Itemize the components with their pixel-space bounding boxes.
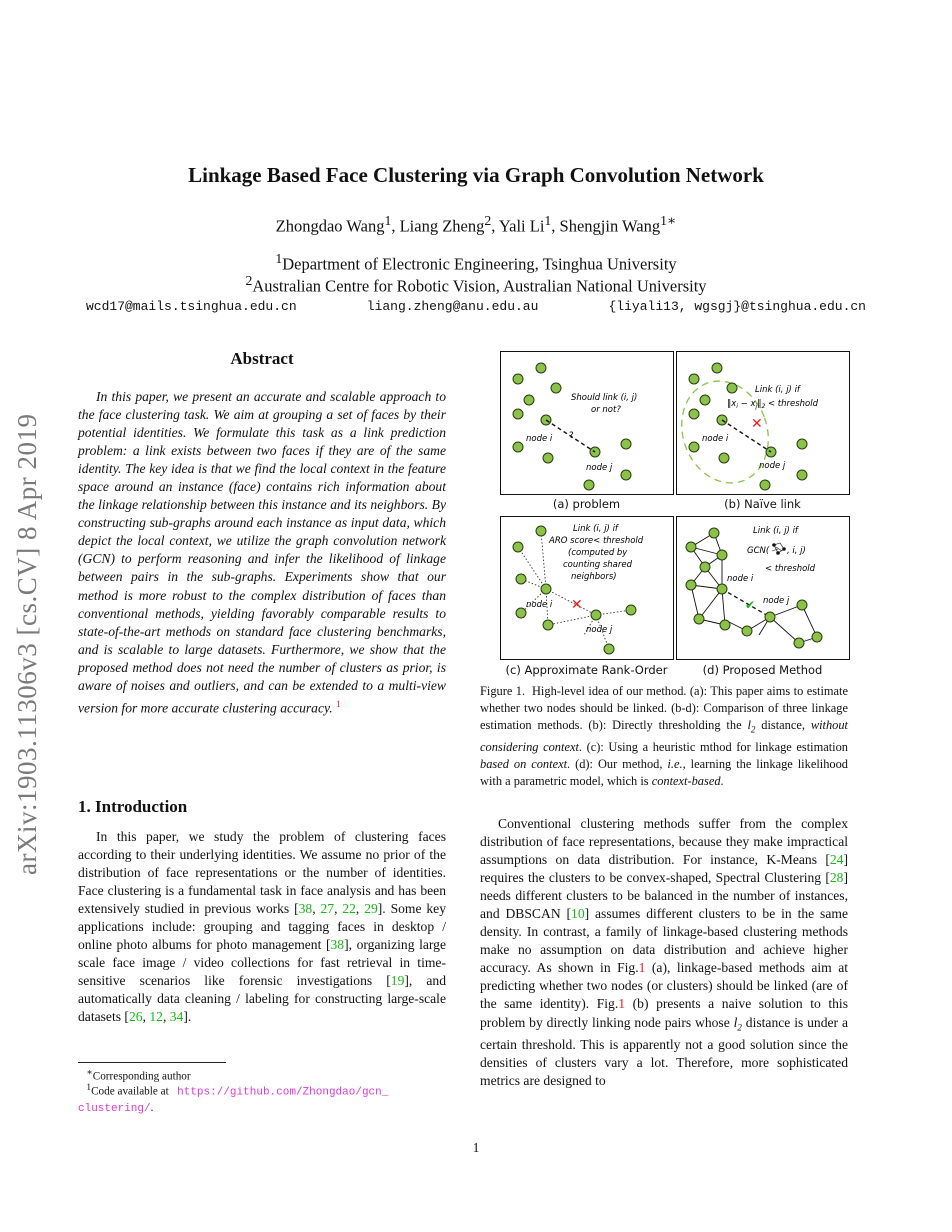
citation-link[interactable]: 34: [169, 1009, 184, 1025]
citation-link[interactable]: 19: [390, 973, 405, 989]
node: [742, 626, 752, 636]
node: [621, 439, 631, 449]
citation-link[interactable]: 12: [149, 1009, 163, 1025]
node: [717, 584, 727, 594]
svg-text:(computed by: (computed by: [568, 548, 628, 558]
node: [536, 363, 546, 373]
node-i-label: node i: [526, 600, 553, 610]
svg-text:?: ?: [569, 431, 574, 441]
node: [516, 608, 526, 618]
svg-text:ARO score< threshold: ARO score< threshold: [549, 536, 644, 546]
node: [591, 610, 601, 620]
author: Zhongdao Wang: [275, 216, 385, 236]
node: [709, 528, 719, 538]
paper-title: Linkage Based Face Clustering via Graph Convolution Network: [188, 163, 764, 187]
panel-b-rule: Link (i, j) if: [755, 385, 800, 395]
node: [689, 442, 699, 452]
node-i-label: node i: [727, 574, 754, 584]
figure-ref-link[interactable]: 1: [618, 996, 626, 1012]
node: [700, 395, 710, 405]
check-icon: ✔: [745, 598, 756, 612]
citation-link[interactable]: 38: [330, 937, 345, 953]
node: [717, 550, 727, 560]
email-list: [86, 299, 866, 314]
figure-1: [480, 345, 852, 685]
node: [543, 620, 553, 630]
email[interactable]: {liyali13, wgsgj}@tsinghua.edu.cn: [608, 299, 866, 314]
node: [536, 526, 546, 536]
cross-icon: ✕: [751, 416, 763, 432]
footnote-code: $^1$Code available at https://github.com/Zhongdao/gcn_ clustering/.: [78, 1083, 389, 1115]
node: [621, 470, 631, 480]
node: [604, 644, 614, 654]
node: [712, 363, 722, 373]
email[interactable]: wcd17@mails.tsinghua.edu.cn: [86, 299, 297, 314]
node-j-label: node j: [763, 596, 790, 606]
svg-text:‖xi − xj‖2 < threshold: $‖x_i$ − $x_j‖_2$ < threshold: [727, 399, 819, 410]
subcaption-d: (d) Proposed Method: [702, 663, 823, 677]
node: [794, 638, 804, 648]
node: [797, 600, 807, 610]
node: [727, 383, 737, 393]
panel-a-diagram: [500, 351, 674, 495]
node: [541, 584, 551, 594]
panel-b-diagram: [676, 351, 850, 495]
section-heading-introduction: 1. Introduction: [78, 797, 188, 816]
citation-link[interactable]: 10: [571, 906, 585, 922]
abstract-heading: Abstract: [230, 349, 294, 368]
panel-d-diagram: [676, 516, 850, 660]
node-j-label: node j: [759, 461, 786, 471]
node: [694, 614, 704, 624]
node: [689, 374, 699, 384]
figure-caption: Figure 1. High-level idea of our method. (a): This paper aims to estimate whether two nodes should be linked. (b-d): Comparison of three linkage estimation methods. (b): Directly thresholding the $l_2$ distance, without considering context. (c): Using a heuristic mthod for linkage estimation based on context. (d): Our method, i.e., learning the linkage likelihood with a parametric model, which is context-based.: [480, 684, 848, 788]
svg-text:GCN(: GCN(: [747, 546, 770, 556]
cross-icon: ✕: [571, 597, 583, 613]
affiliation-2: $^2$Australian Centre for Robotic Vision, Australian National University: [245, 273, 707, 296]
node: [700, 562, 710, 572]
citation-link[interactable]: 26: [128, 1009, 143, 1025]
svg-text:neighbors): neighbors): [571, 572, 617, 582]
node: [513, 374, 523, 384]
node: [513, 442, 523, 452]
node: [516, 574, 526, 584]
node: [760, 480, 770, 490]
subcaption-c: (c) Approximate Rank-Order: [505, 663, 668, 677]
body-paragraph-right: Conventional clustering methods suffer from the complex distribution of face representations, because they make impractical assumptions on data distribution. For instance, K-Means [24] requires the clusters to be convex-shaped, Spectral Clustering [28] needs different clusters to be balanced in the number of instances, and DBSCAN [10] assumes different clusters to be in the same density. In contrast, a family of linkage-based clustering methods make no assumption on data distribution and achieve higher accuracy. As shown in Fig.1 (a), linkage-based methods aim at predicting whether two nodes (or clusters) should be linked (are of the same identity). Fig.1 (b) presents a naive solution to this problem by directly linking node pairs whose $l_2$ distance is under a certain threshold. This is apparently not a good solution since the densities of clusters vary a lot. Therefore, more sophisticated metrics are designed to: [480, 816, 849, 1089]
citation-link[interactable]: 38: [298, 901, 313, 917]
citation-link[interactable]: 27: [320, 901, 335, 917]
node-j-label: node j: [586, 625, 613, 635]
node: [797, 470, 807, 480]
author: Shengjin Wang: [559, 216, 661, 236]
footnote-rule: [78, 1062, 226, 1063]
panel-a-question: Should link (i, j): [571, 393, 638, 403]
email[interactable]: liang.zheng@anu.edu.au: [366, 299, 539, 314]
node-i-label: node i: [702, 434, 729, 444]
node: [686, 580, 696, 590]
figure-ref-link[interactable]: 1: [638, 960, 646, 976]
citation-link[interactable]: 22: [342, 901, 356, 917]
node: [719, 453, 729, 463]
panel-d-rule: Link (i, j) if: [753, 526, 798, 536]
svg-text:, i, j): , i, j): [787, 546, 806, 556]
author-list: Zhongdao Wang$^1$, Liang Zheng$^2$, Yali Li$^1$, Shengjin Wang$^{1∗}$: [275, 213, 677, 236]
node: [626, 605, 636, 615]
node: [513, 409, 523, 419]
citation-link[interactable]: 24: [829, 852, 844, 868]
author: Liang Zheng: [399, 216, 485, 236]
svg-text:< threshold: < threshold: [765, 564, 816, 574]
svg-text:or not?: or not?: [591, 405, 621, 415]
footnote-ref[interactable]: 1: [336, 698, 341, 709]
subgraph-icon: [772, 543, 786, 555]
node: [524, 395, 534, 405]
node: [812, 632, 822, 642]
code-url[interactable]: https://github.com/Zhongdao/gcn_: [177, 1086, 389, 1099]
node: [584, 480, 594, 490]
citation-link[interactable]: 29: [364, 901, 378, 917]
node: [689, 409, 699, 419]
page-number: 1: [472, 1140, 480, 1155]
node: [543, 453, 553, 463]
node: [686, 542, 696, 552]
abstract-body: In this paper, we present an accurate and scalable approach to the face clustering task. We aim at grouping a set of faces by their potential identities. We formulate this task as a link prediction problem: a link exists between two faces if they are of the same identity. The key idea is that we find the local context in the feature space around an instance (face) contains rich information about the linkage relationship between this instance and its neighbors. By constructing sub-graphs around each instance as input data, which depict the local context, we utilize the graph convolution network (GCN) to perform reasoning and infer the likelihood of linkage between pairs in the sub-graphs. Experiments show that our method is more robust to the complex distribution of faces than conventional methods, yielding favorably comparable results to state-of-the-art methods on standard face clustering benchmarks, and is scalable to large datasets. Furthermore, we show that the proposed method does not need the number of clusters as prior, is aware of noises and outliers, and can be extended to a multi-view version for more accurate clustering accuracy. $^1$: [78, 389, 446, 716]
node: [765, 612, 775, 622]
svg-text:counting shared: counting shared: [563, 560, 632, 570]
subcaption-a: (a) problem: [552, 497, 621, 511]
affiliation-1: $^1$Department of Electronic Engineering, Tsinghua University: [275, 251, 677, 274]
node-j-label: node j: [586, 463, 613, 473]
node: [513, 542, 523, 552]
author: Yali Li: [498, 216, 545, 236]
node: [797, 439, 807, 449]
panel-c-diagram: [500, 516, 674, 660]
code-url[interactable]: clustering/: [78, 1102, 151, 1115]
node: [720, 620, 730, 630]
node-i-label: node i: [526, 434, 553, 444]
subcaption-b: (b) Naïve link: [724, 497, 801, 511]
node: [551, 383, 561, 393]
intro-paragraph: In this paper, we study the problem of clustering faces according to their underlying identities. We assume no prior of the distribution of face representations or the number of identities. Face clustering is a fundamental task in face analysis and has been extensively studied in previous works [38, 27, 22, 29]. Some key applications include: grouping and tagging faces in desktop / online photo albums for photo management [38], organizing large scale face image / video collections for fast retrieval in time-sensitive scenarios like forensic investigations [19], and automatically data cleaning / labeling for constructing large-scale datasets [26, 12, 34].: [78, 829, 447, 1025]
citation-link[interactable]: 28: [829, 870, 844, 886]
panel-c-rule: Link (i, j) if: [573, 524, 618, 534]
footnote-corresponding: ∗Corresponding author: [86, 1068, 191, 1083]
